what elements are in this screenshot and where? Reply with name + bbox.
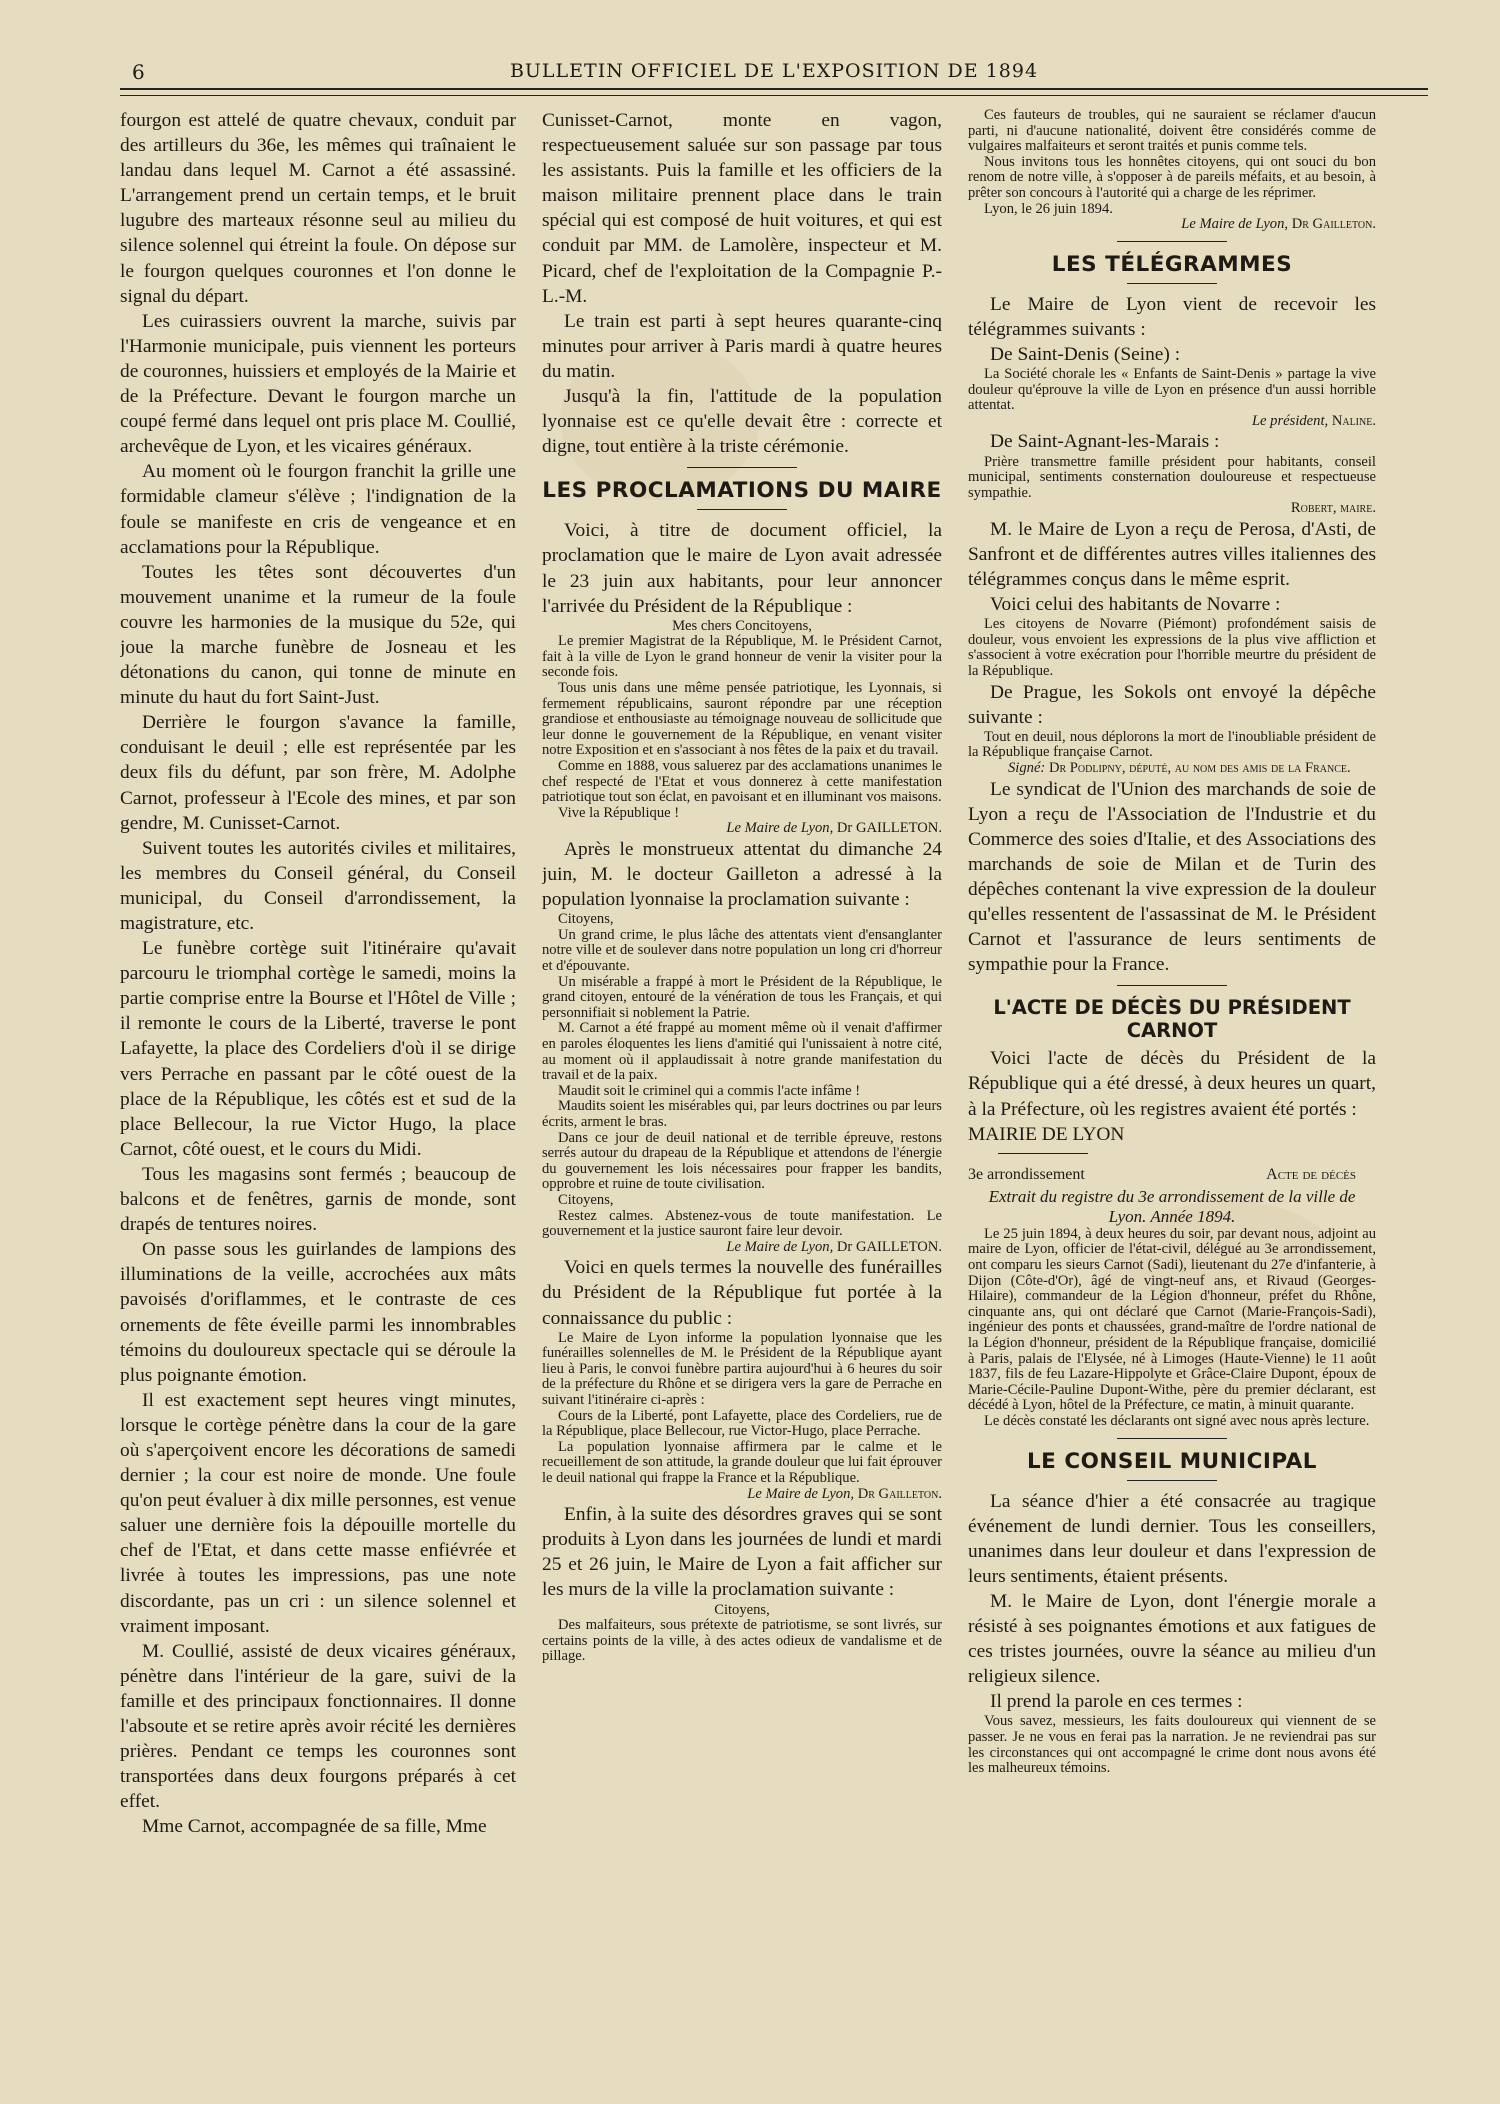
- section-divider: [1117, 1438, 1227, 1439]
- telegram-body: La Société chorale les « Enfants de Saint-Denis » partage la vive douleur qu'éprouve la ville de Lyon en présence d'un aussi horrible attentat.: [968, 366, 1376, 414]
- section-title-acte-de-deces: L'ACTE DE DÉCÈS DU PRÉSIDENT CARNOT: [993, 996, 1351, 1043]
- proclamation-paragraph: Un misérable a frappé à mort le Président de la République, le grand citoyen, entouré de la vénération de tous les Français, et qui personnifiait si noblement la Patrie.: [542, 973, 942, 1021]
- signature: [542, 1240, 942, 1256]
- proclamation-paragraph: La population lyonnaise affirmera par le calme et le recueillement de son attitude, la grande douleur que lui fait éprouver le deuil national qui frappe la France et la République.: [542, 1438, 942, 1486]
- proclamation-paragraph: M. Carnot a été frappé au moment même où il venait d'affirmer en paroles éloquentes les liens d'amitié qui l'unissaient à notre cité, au moment où il applaudissait à notre grande manifestation du travail et de la paix.: [542, 1020, 942, 1084]
- article-columns: [120, 108, 1426, 2064]
- paragraph: Voici en quels termes la nouvelle des funérailles du Président de la République fut portée à la connaissance du public :: [542, 1257, 942, 1329]
- proclamation-paragraph: Vive la République !: [558, 804, 680, 821]
- signature-title: Le président,: [1251, 412, 1329, 429]
- paragraph: Il est exactement sept heures vingt minutes, lorsque le cortège pénètre dans la cour de la gare où s'aperçoivent encore les décorations de samedi dernier ; la cour est noire de monde. Une foule qu'on peut évaluer à dix mille personnes, est venue saluer une dernière fois la dépouille mortelle du chef de l'Etat, et dans cette masse enfiévrée et livrée à toutes les impressions, pas une note discordante, pas un cri : un silence solennel et vraiment imposant.: [120, 1389, 516, 1637]
- paragraph: Jusqu'à la fin, l'attitude de la population lyonnaise est ce qu'elle devait être : correcte et digne, tout entière à la triste cérémonie.: [542, 386, 942, 458]
- signature-name: Dr Gailleton.: [857, 1485, 942, 1502]
- header-rule: [120, 88, 1428, 96]
- paragraph: fourgon est attelé de quatre chevaux, conduit par des artilleurs du 36e, les mêmes qui traînaient le landau dans lequel M. Carnot a été assassiné. L'arrangement prend un certain temps, et le bruit lugubre des marteaux résonne seul au milieu du silence solennel qui étreint la foule. On dépose sur le fourgon quelques couronnes et l'on donne le signal du départ.: [120, 110, 516, 307]
- telegram-origin: De Saint-Agnant-les-Marais :: [990, 431, 1220, 453]
- telegram-body: Les citoyens de Novarre (Piémont) profondément saisis de douleur, vous envoient les expressions de la plus vive affliction et s'associent à votre exécration pour l'horrible meurtre du président de la République.: [968, 616, 1376, 680]
- section-divider: [1117, 241, 1227, 242]
- paragraph: Voici, à titre de document officiel, la proclamation que le maire de Lyon avait adressée le 23 juin aux habitants, pour leur annoncer l'arrivée du Président de la République :: [542, 520, 942, 617]
- title-rule: [998, 1153, 1088, 1154]
- arrondissement-label: 3e arrondissement: [968, 1165, 1085, 1183]
- telegram-origin: De Saint-Denis (Seine) :: [990, 343, 1181, 365]
- signature-name: Dr Podlipny, député, au nom des amis de la France.: [1048, 760, 1351, 776]
- paragraph: Cunisset-Carnot, monte en vagon, respectueusement saluée sur son passage par tous les assistants. Puis la famille et les officiers de la maison militaire prennent place dans le train spécial qui est composé de huit voitures, et qui est conduit par MM. de Lamolère, inspecteur et M. Picard, chef de l'exploitation de la Compagnie P.-L.-M.: [542, 110, 942, 307]
- section-title-proclamations: LES PROCLAMATIONS DU MAIRE: [542, 478, 942, 504]
- proclamation-paragraph: Comme en 1888, vous saluerez par des acclamations unanimes le chef respecté de l'Etat et vous donnerez à cette manifestation patriotique tout son éclat, en pavoisant et en illuminant vos maisons.: [542, 758, 942, 806]
- column-3: [968, 108, 1376, 2064]
- signature-title: Le Maire de Lyon,: [1181, 216, 1289, 233]
- page-header: [120, 56, 1428, 86]
- paragraph: Toutes les têtes sont découvertes d'un mouvement unanime et la rumeur de la foule couvre les harmonies de la musique du 52e, qui joue la marche funèbre de Josneau et les détonations du canon, qui tonne de minute en minute du haut du fort Saint-Just.: [120, 561, 516, 709]
- speech-paragraph: Vous savez, messieurs, les faits douloureux qui viennent de se passer. Je ne vous en ferai pas la narration. Je ne reviendrai pas sur les circonstances qui ont accompagné le crime dont nous avons été les malheureux témoins.: [968, 1713, 1376, 1777]
- paragraph: Il prend la parole en ces termes :: [990, 1691, 1243, 1713]
- paragraph: Derrière le fourgon s'avance la famille, conduisant le deuil ; elle est représentée par les deux fils du défunt, par son frère, M. Adolphe Carnot, professeur à l'Ecole des mines, et par son gendre, M. Cunisset-Carnot.: [120, 712, 516, 834]
- signature-name: Dr GAILLETON.: [836, 820, 942, 837]
- proclamation-paragraph: Restez calmes. Abstenez-vous de toute manifestation. Le gouvernement et la justice sauront faire leur devoir.: [542, 1207, 942, 1240]
- proclamation-paragraph: Le Maire de Lyon informe la population lyonnaise que les funérailles solennelles de M. le Président de la République ayant lieu à Paris, le convoi funèbre partira aujourd'hui à 6 heures du soir de la préfecture du Rhône et se dirigera vers la gare de Perrache en suivant l'itinéraire ci-après :: [542, 1329, 942, 1408]
- proclamation-paragraph: Dans ce jour de deuil national et de terrible épreuve, restons serrés autour du drapeau de la République et attendons de l'énergie du gouvernement les lois nécessaires pour frapper les bandits, opprobre et ruine de toute civilisation.: [542, 1129, 942, 1193]
- paragraph: Suivent toutes les autorités civiles et militaires, les membres du Conseil général, du Conseil municipal, du Conseil d'arrondissement, la magistrature, etc.: [120, 837, 516, 934]
- salutation: Citoyens,: [558, 911, 614, 928]
- signature: [542, 1487, 942, 1503]
- column-2: [542, 108, 942, 2064]
- paragraph: Le funèbre cortège suit l'itinéraire qu'avait parcouru le triomphal cortège le samedi, moins la partie comprise entre la Bourse et l'Hôtel de Ville ; il remonte le cours de la Liberté, traverse le pont Lafayette, la place des Cordeliers d'où il se dirige vers Perrache en passant par le côté ouest de la place de la République, les côtés est et sud de la place Bellecour, la rue Victor Hugo, la place Carnot, côté ouest, et le cours du Midi.: [120, 938, 516, 1160]
- paragraph: Enfin, à la suite des désordres graves qui se sont produits à Lyon dans les journées de lundi et mardi 25 et 26 juin, le Maire de Lyon a fait afficher sur les murs de la ville la proclamation suivante :: [542, 1504, 942, 1601]
- signature-name: Dr Gailleton.: [1291, 216, 1376, 233]
- section-divider: [1117, 985, 1227, 986]
- title-rule: [1127, 283, 1217, 284]
- title-rule: [1127, 1480, 1217, 1481]
- column-1: [120, 108, 516, 2064]
- mairie-label: MAIRIE DE LYON: [968, 1123, 1125, 1145]
- signature: Robert, maire.: [1290, 500, 1376, 517]
- proclamation-paragraph: Tous unis dans une même pensée patriotique, les Lyonnais, si fermement républicains, sauront répondre par une réception grandiose et enthousiaste au témoignage nouveau de sollicitude que leur donne le gouvernement de la République, en venant visiter notre Exposition et en s'associant à nos fêtes de la paix et du travail.: [542, 680, 942, 759]
- paragraph: Après le monstrueux attentat du dimanche 24 juin, M. le docteur Gailleton a adressé à la population lyonnaise la proclamation suivante :: [542, 839, 942, 911]
- paragraph: M. le Maire de Lyon, dont l'énergie morale a résisté à ses poignantes émotions et aux fatigues de ces tristes journées, ouvre la séance au milieu d'un religieux silence.: [968, 1590, 1376, 1688]
- signature-name: Dr GAILLETON.: [836, 1238, 942, 1255]
- paragraph: Voici l'acte de décès du Président de la République qui a été dressé, à deux heures un quart, à la Préfecture, où les registres avaient été portés :: [968, 1048, 1376, 1120]
- paragraph: Tous les magasins sont fermés ; beaucoup de balcons et de fenêtres, garnis de monde, sont drapés de tentures noires.: [120, 1163, 516, 1236]
- signature: [968, 761, 1376, 777]
- paragraph: Les cuirassiers ouvrent la marche, suivis par l'Harmonie municipale, puis viennent les porteurs de couronnes, huissiers et employés de la Mairie et de la Préfecture. Devant le fourgon marche un coupé fermé dans lequel ont pris place M. Coullié, archevêque de Lyon, et les vicaires généraux.: [120, 310, 516, 458]
- proclamation-paragraph: Le premier Magistrat de la République, M. le Président Carnot, fait à la ville de Lyon le grand honneur de venir la visiter pour la seconde fois.: [542, 633, 942, 681]
- paragraph: On passe sous les guirlandes de lampions des illuminations de la veille, accrochées aux mâts pavoisés d'oriflammes, et le contraste de ces ornements de fête éveille parmi les innombrables témoins du douloureux spectacle qui se déroule la plus poignante émotion.: [120, 1239, 516, 1386]
- paragraph: Le train est parti à sept heures quarante-cinq minutes pour arriver à Paris mardi à quatre heures du matin.: [542, 310, 942, 382]
- signature-title: Le Maire de Lyon,: [726, 1238, 834, 1255]
- date-line: Lyon, le 26 juin 1894.: [984, 200, 1113, 217]
- acte-body: Le 25 juin 1894, à deux heures du soir, par devant nous, adjoint au maire de Lyon, officier de l'état-civil, délégué au 3e arrondissement, ont comparu les sieurs Carnot (Sadi), lieutenant du 27e d'infanterie, à Dijon (Côte-d'Or), âgé de vingt-neuf ans, et Rivaud (Georges-Hilaire), commandeur de la Légion d'honneur, préfet du Rhône, cinquante ans, qui ont déclaré que Carnot (Marie-François-Sadi), ingénieur des ponts et chaussées, grand-maître de l'ordre national de la Légion d'honneur, président de la République française, domicilié à Paris, palais de l'Elysée, né à Limoges (Haute-Vienne) le 11 août 1837, fils de feu Lazare-Hippolyte et Grâce-Claire Dupont, époux de Marie-Cécile-Pauline Dupont-Withe, père du premier déclarant, est décédé à Lyon, hôtel de la Préfecture, ce matin, à minuit quarante.: [968, 1225, 1376, 1414]
- proclamation-paragraph: Un grand crime, le plus lâche des attentats vient d'ensanglanter notre ville et de soulever dans notre population un long cri d'horreur et d'épouvante.: [542, 926, 942, 975]
- title-rule: [697, 509, 787, 510]
- salutation: Citoyens,: [558, 1191, 614, 1208]
- acte-line: [968, 1162, 1376, 1187]
- proclamation-paragraph: Maudits soient les misérables qui, par leurs doctrines ou par leurs écrits, arment le bras.: [542, 1098, 942, 1130]
- signature: [542, 821, 942, 837]
- proclamation-paragraph: Cours de la Liberté, pont Lafayette, place des Cordeliers, rue de la République, place Bellecour, rue Victor-Hugo, place Perrache.: [542, 1407, 942, 1440]
- signature-name: Naline.: [1331, 412, 1376, 429]
- paragraph: Mme Carnot, accompagnée de sa fille, Mme: [142, 1816, 487, 1838]
- extrait-title: Extrait du registre du 3e arrondissement de la ville de Lyon. Année 1894.: [988, 1186, 1356, 1226]
- signature: [968, 217, 1376, 233]
- paragraph: La séance d'hier a été consacrée au tragique événement de lundi dernier. Tous les conseillers, unanimes dans leur douleur et dans l'expression de leurs sentiments, étaient présents.: [968, 1490, 1376, 1587]
- salutation: Citoyens,: [714, 1601, 770, 1618]
- section-title-conseil-municipal: LE CONSEIL MUNICIPAL: [1026, 1448, 1318, 1474]
- paragraph: M. le Maire de Lyon a reçu de Perosa, d'Asti, de Sanfront et de différentes autres villes italiennes des télégrammes conçus dans le même esprit.: [968, 518, 1376, 591]
- bulletin-title: BULLETIN OFFICIEL DE L'EXPOSITION DE 1894: [509, 60, 1039, 82]
- paragraph: Au moment où le fourgon franchit la grille une formidable clameur s'élève ; l'indignation de la foule se manifeste en cris de vengeance et en acclamations pour la République.: [120, 461, 516, 558]
- paragraph: Le Maire de Lyon vient de recevoir les télégrammes suivants :: [968, 293, 1376, 340]
- proclamation-paragraph: Maudit soit le criminel qui a commis l'acte infâme !: [558, 1082, 861, 1099]
- page-number: 6: [132, 60, 145, 84]
- section-divider: [687, 467, 797, 468]
- signature-title: Le Maire de Lyon,: [747, 1485, 855, 1502]
- acte-label: Acte de décès: [1266, 1165, 1356, 1183]
- telegram-body: Tout en deuil, nous déplorons la mort de l'inoubliable président de la République française Carnot.: [968, 728, 1376, 761]
- proclamation-paragraph: Nous invitons tous les honnêtes citoyens, qui ont souci du bon renom de notre ville, à s'opposer à de pareils méfaits, et au besoin, à prêter son concours à l'autorité qui a charge de les réprimer.: [968, 153, 1376, 201]
- salutation: Mes chers Concitoyens,: [672, 617, 812, 634]
- paragraph: Le syndicat de l'Union des marchands de soie de Lyon a reçu de l'Association de l'Industrie et du Commerce des soies d'Italie, et des Associations des marchands de soie de Milan et de Turin des dépêches contenant la vive expression de la douleur qu'elles ressentent de l'assassinat de M. le Président Carnot et l'assurance de leurs sentiments de sympathie pour la France.: [968, 778, 1376, 976]
- acte-body: Le décès constaté les déclarants ont signé avec nous après lecture.: [984, 1412, 1370, 1429]
- signature: [968, 414, 1376, 430]
- proclamation-paragraph: Des malfaiteurs, sous prétexte de patriotisme, se sont livrés, sur certains points de la ville, à des actes odieux de vandalisme et de pillage.: [542, 1617, 942, 1665]
- paragraph: Voici celui des habitants de Novarre :: [990, 594, 1281, 616]
- telegram-body: Prière transmettre famille président pour habitants, conseil municipal, sentiments consternation douloureuse et respectueuse sympathie.: [968, 453, 1376, 501]
- signature-title: Signé:: [1008, 760, 1046, 776]
- proclamation-paragraph: Ces fauteurs de troubles, qui ne sauraient se réclamer d'aucun parti, ni d'aucune nationalité, doivent être considérés comme de vulgaires malfaiteurs et seront traités et punis comme tels.: [968, 108, 1376, 155]
- paragraph: M. Coullié, assisté de deux vicaires généraux, pénètre dans l'intérieur de la gare, suivi de la famille et des principaux fonctionnaires. Il donne l'absoute et se retire après avoir récité les dernières prières. Pendant ce temps les couronnes sont transportées dans deux fourgons préparés à cet effet.: [120, 1640, 516, 1813]
- section-title-telegrammes: LES TÉLÉGRAMMES: [1051, 251, 1293, 277]
- signature-title: Le Maire de Lyon,: [726, 820, 834, 837]
- paragraph: De Prague, les Sokols ont envoyé la dépêche suivante :: [968, 681, 1376, 728]
